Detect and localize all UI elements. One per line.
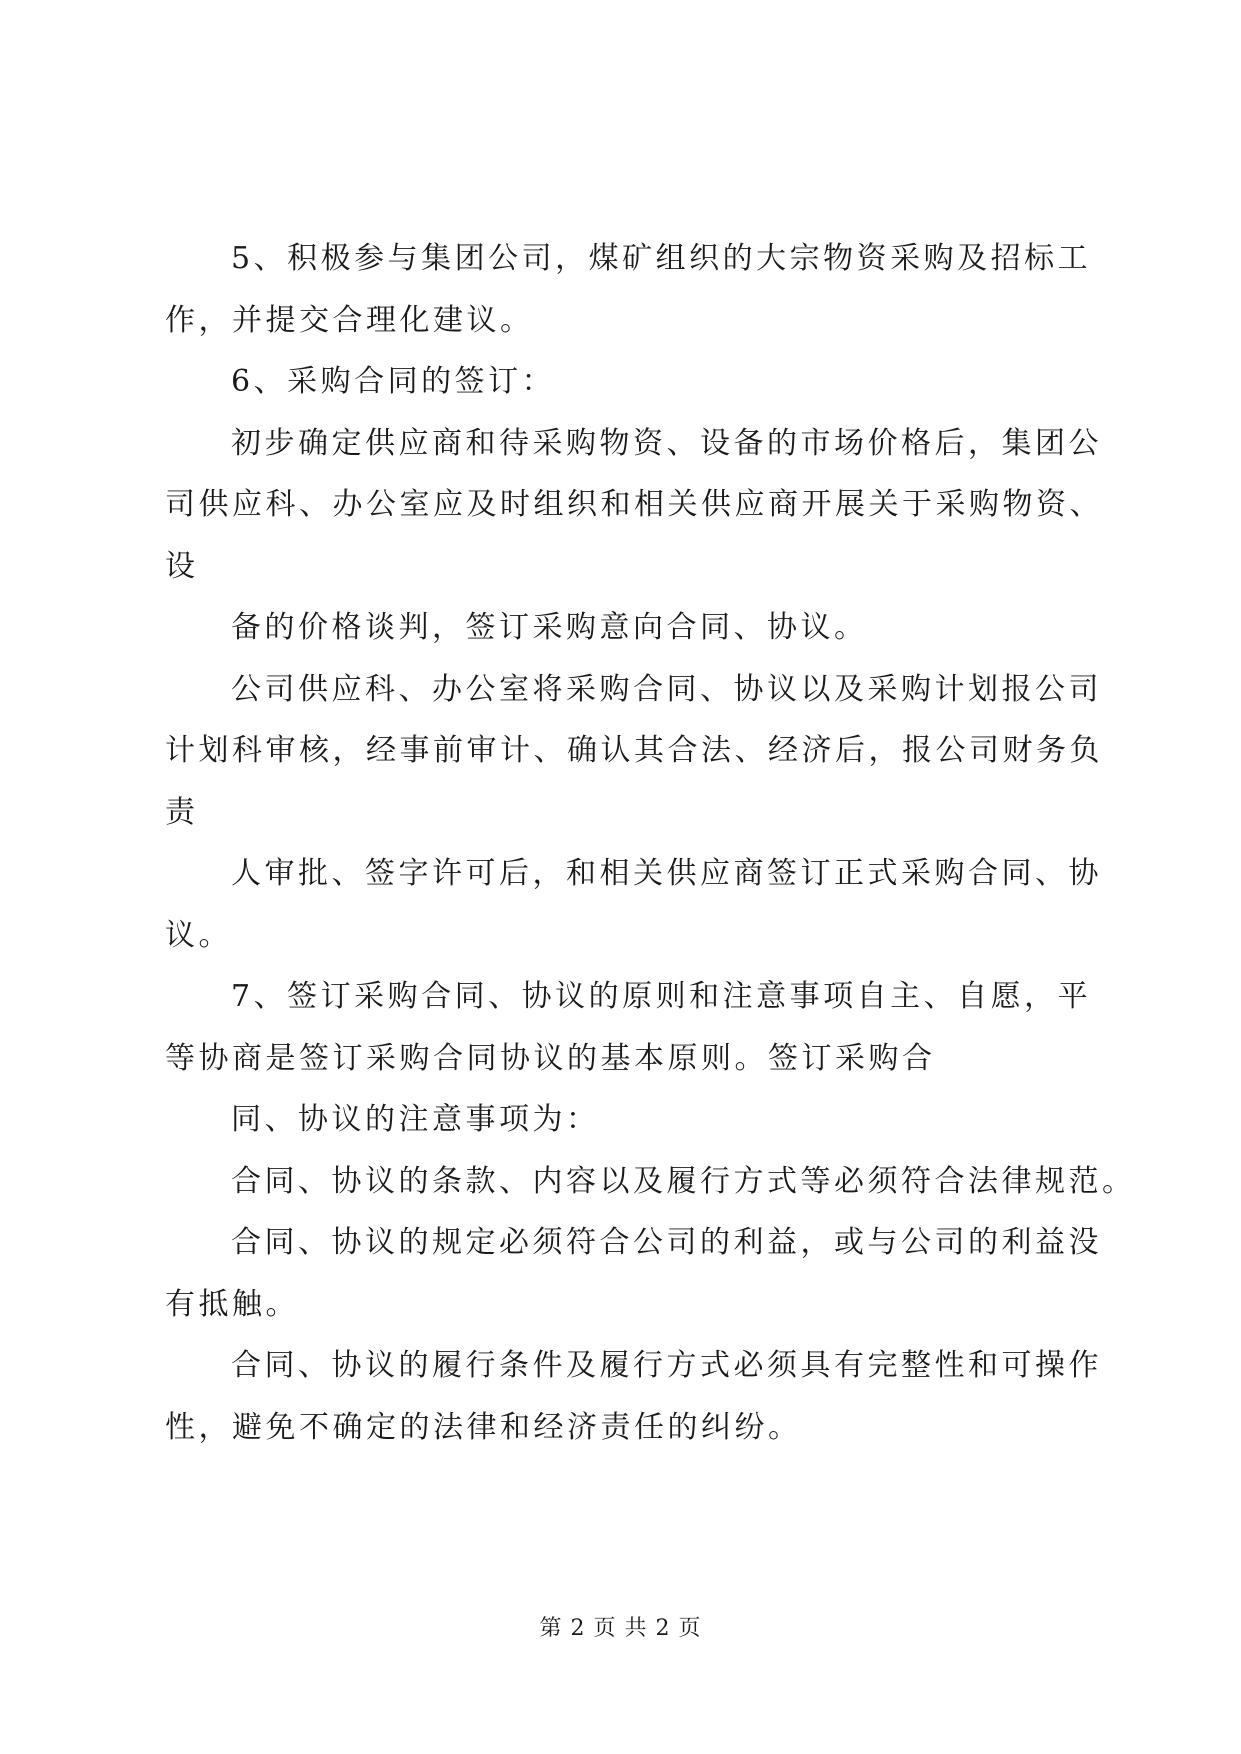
paragraph-line: 同、协议的注意事项为： (231, 1102, 600, 1137)
paragraph-line: 5、积极参与集团公司，煤矿组织的大宗物资采购及招标工 (231, 241, 1092, 276)
paragraph-line: 司供应科、办公室应及时组织和相关供应商开展关于采购物资、 (165, 487, 1103, 522)
paragraph-line: 设 (165, 548, 199, 584)
paragraph-line: 责 (165, 794, 199, 830)
paragraph-line: 议。 (165, 917, 232, 953)
paragraph-line: 作，并提交合理化建议。 (165, 302, 534, 338)
paragraph-line: 初步确定供应商和待采购物资、设备的市场价格后，集团公 (231, 425, 1102, 461)
paragraph-line: 计划科审核，经事前审计、确认其合法、经济后，报公司财务负 (165, 733, 1103, 768)
paragraph-line: 合同、协议的规定必须符合公司的利益，或与公司的利益没 (231, 1225, 1102, 1260)
page-number-footer: 第 2 页 共 2 页 (539, 1616, 702, 1641)
paragraph-line: 人审批、签字许可后，和相关供应商签订正式采购合同、协 (231, 856, 1102, 891)
paragraph-line: 等协商是签订采购合同协议的基本原则。签订采购合 (165, 1040, 936, 1076)
paragraph-line: 备的价格谈判，签订采购意向合同、协议。 (231, 610, 868, 645)
paragraph-line: 7、签订采购合同、协议的原则和注意事项自主、自愿，平 (231, 979, 1092, 1014)
paragraph-line: 公司供应科、办公室将采购合同、协议以及采购计划报公司 (231, 671, 1102, 707)
paragraph-line: 合同、协议的条款、内容以及履行方式等必须符合法律规范。 (231, 1163, 1136, 1199)
document-body (165, 228, 1136, 1458)
paragraph-line: 有抵触。 (165, 1286, 299, 1322)
paragraph-line: 6、采购合同的签订： (231, 364, 556, 399)
paragraph-line: 性，避免不确定的法律和经济责任的纠纷。 (165, 1409, 802, 1445)
paragraph-line: 合同、协议的履行条件及履行方式必须具有完整性和可操作 (231, 1348, 1102, 1383)
